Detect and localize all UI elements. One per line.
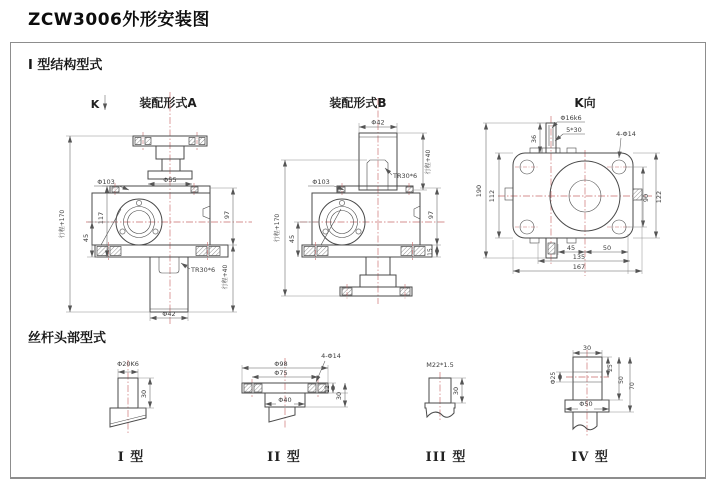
dim-t2-holes: 4-Φ14 [321,352,341,360]
head-type4-label: IV 型 [571,450,609,465]
dim-a-flange-d: Φ55 [163,176,177,184]
dim-a-117: 117 [97,211,105,225]
dim-k-190: 190 [475,184,483,198]
dim-b-thread: TR30*6 [393,172,418,180]
dim-t1-30: 30 [140,389,148,399]
view-k-drawing [475,114,663,276]
head-type3-drawing [425,361,466,420]
view-k-label: K向 [574,96,596,110]
dim-k-112: 112 [488,189,496,203]
dim-b-cover-d: Φ103 [312,178,330,186]
dim-t4-70: 70 [629,382,636,390]
dim-k-135: 135 [572,253,586,261]
dim-a-cover-d: Φ103 [97,178,115,186]
dim-k-36: 36 [530,134,538,144]
head-type1-label: I 型 [117,450,145,465]
head-type1-drawing [110,360,154,434]
dim-b-45: 45 [288,234,296,244]
dim-t4-w30: 30 [582,344,592,352]
dim-k-shaft-d: Φ16k6 [560,114,582,122]
dim-t2-30: 30 [335,391,343,401]
dim-t2-d75: Φ75 [274,369,288,377]
dim-t3-30: 30 [452,386,460,396]
dim-k-key: 5*30 [566,126,582,134]
dim-k-90: 90 [642,193,650,203]
dim-b-97: 97 [427,210,435,220]
view-b-label: 装配形式B [329,96,387,110]
dim-t2-d40: Φ40 [278,396,292,404]
head-type2-label: II 型 [267,450,301,465]
dim-t3-thread: M22*1.5 [426,361,454,369]
dim-t4-d50: Φ50 [579,400,593,408]
k-direction-marker: K [90,98,100,111]
dim-t1-d: Φ20K6 [117,360,139,368]
view-b-drawing [273,98,446,304]
dim-t2-12: 12 [324,385,331,393]
dim-a-thread: TR30*6 [191,266,216,274]
dim-a-stroke-ext: 行程+40 [222,264,229,290]
dim-t2-d98: Φ98 [274,360,288,368]
head-type4-drawing [550,344,636,437]
dim-b-base-thickness: 15 [427,248,434,256]
dim-k-167: 167 [572,263,586,271]
dim-k-holes: 4-Φ14 [616,130,636,138]
section-heading-screw-head: 丝杆头部型式 [28,331,107,346]
page-title: ZCW3006外形安装图 [28,10,210,30]
dim-a-tube-d: Φ42 [162,310,176,318]
dim-a-97: 97 [223,210,231,220]
dim-k-122: 122 [655,190,663,204]
head-type2-drawing [242,352,348,428]
dim-t4-d25: Φ25 [550,371,557,385]
head-type3-label: III 型 [425,450,467,465]
dim-b-stroke-ext: 行程+40 [425,149,432,175]
dim-t4-50: 50 [618,376,625,384]
dim-a-stroke-total: 行程+170 [59,209,66,239]
dim-b-stroke-total: 行程+170 [274,213,281,243]
section-heading-structure: I 型结构型式 [28,58,103,73]
dim-k-50: 50 [602,244,612,252]
dim-t4-25: 25 [607,364,614,372]
dim-b-tube-d: Φ42 [371,118,385,127]
dim-a-45: 45 [82,233,90,243]
view-a-drawing [58,92,252,324]
view-a-label: 装配形式A [139,96,197,110]
dim-k-45: 45 [566,244,576,252]
